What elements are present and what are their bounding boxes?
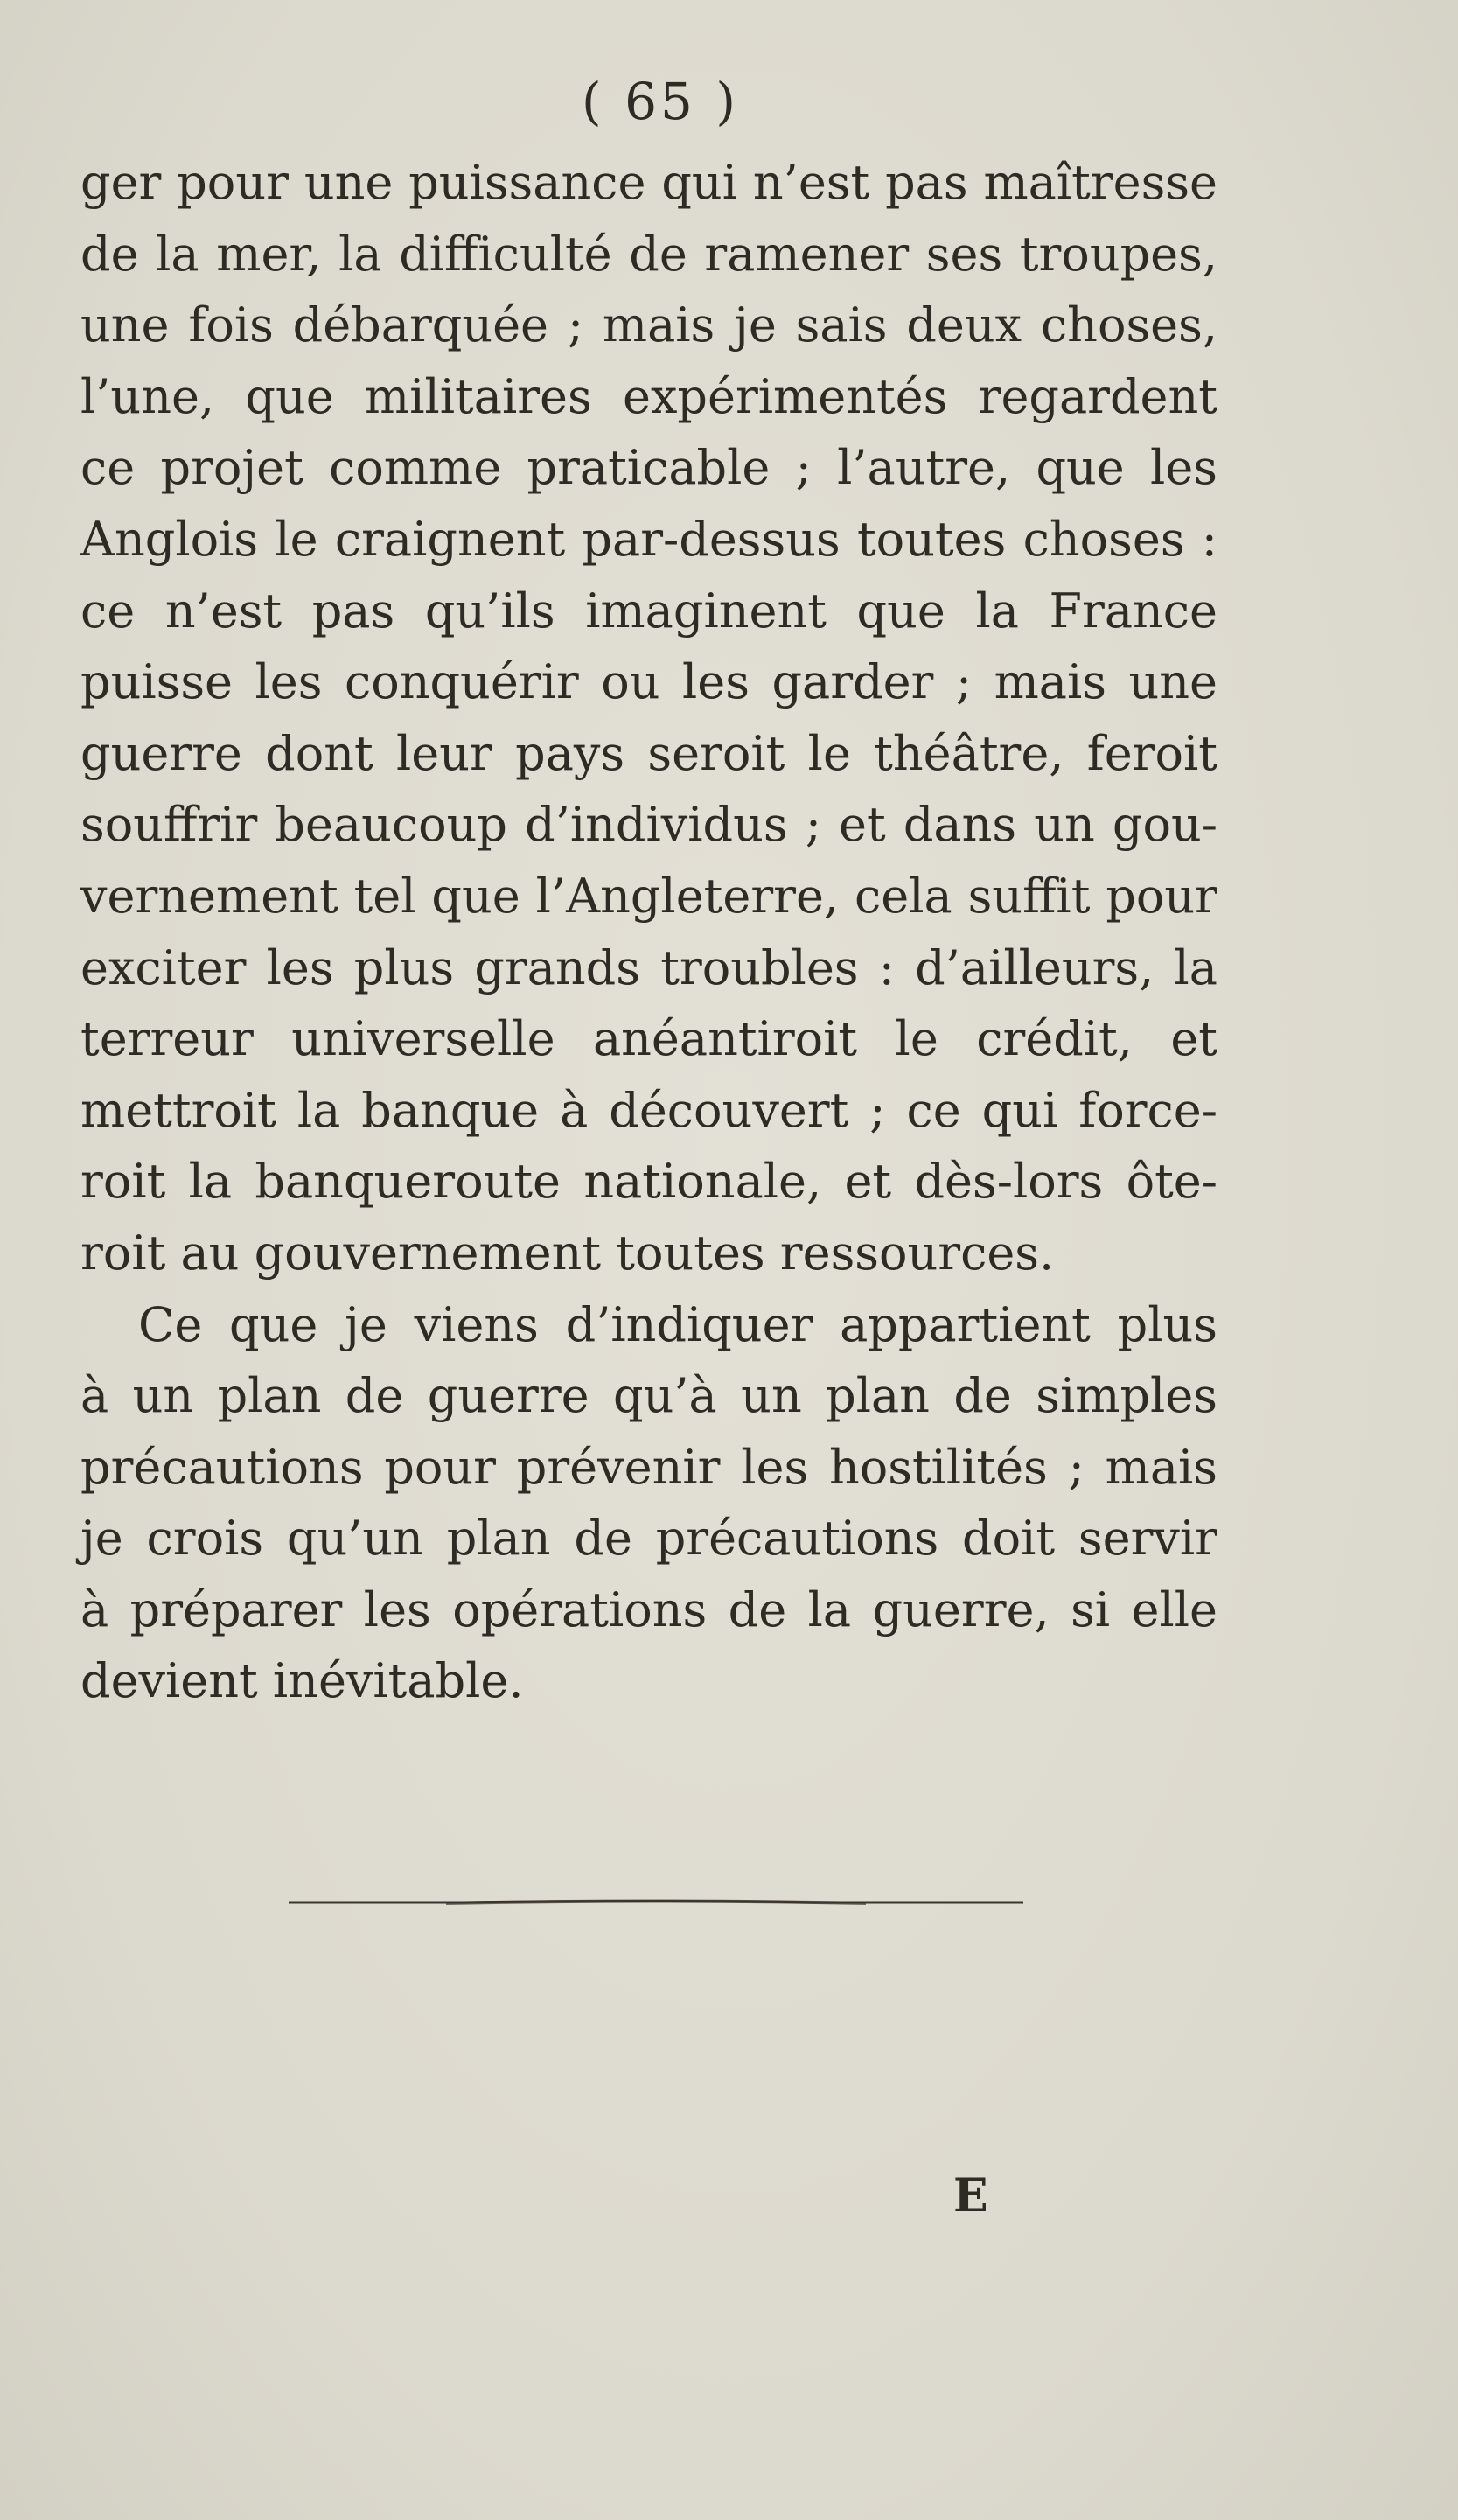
- text-line: puisse les conquérir ou les garder ; mais une: [80, 654, 1217, 710]
- text-line: ce projet comme praticable ; l’autre, que les: [80, 440, 1217, 496]
- text-line: souffrir beaucoup d’individus ; et dans un gou-: [80, 797, 1217, 853]
- text-line: exciter les plus grands troubles : d’ailleurs, la: [80, 939, 1217, 995]
- text-line: à un plan de guerre qu’à un plan de simples: [80, 1368, 1217, 1424]
- text-line: ger pour une puissance qui n’est pas maîtresse: [80, 155, 1217, 210]
- text-line: ce n’est pas qu’ils imaginent que la France: [80, 583, 1217, 639]
- text-line: de la mer, la difficulté de ramener ses troupes,: [80, 226, 1217, 282]
- body-text: [80, 147, 1217, 1717]
- text-line: guerre dont leur pays seroit le théâtre, feroit: [80, 725, 1217, 781]
- rule-line-icon: [289, 1899, 1023, 1906]
- text-line: Anglois le craignent par-dessus toutes choses :: [80, 511, 1217, 567]
- text-line: à préparer les opérations de la guerre, si elle: [80, 1581, 1217, 1637]
- text-line: précautions pour prévenir les hostilités ; mais: [80, 1439, 1217, 1495]
- text-line: roit au gouvernement toutes ressources.: [80, 1225, 1055, 1281]
- text-line: une fois débarquée ; mais je sais deux choses,: [80, 297, 1217, 353]
- page-number: ( 65 ): [582, 72, 739, 131]
- text-line: je crois qu’un plan de précautions doit servir: [80, 1511, 1217, 1567]
- text-line: Ce que je viens d’indiquer appartient plus: [138, 1296, 1217, 1352]
- text-line: l’une, que militaires expérimentés regardent: [80, 368, 1217, 424]
- signature-mark: E: [953, 2169, 988, 2223]
- ornamental-rule: [289, 1899, 1023, 1906]
- text-line: vernement tel que l’Angleterre, cela suffit pour: [80, 868, 1217, 924]
- text-line: roit la banqueroute nationale, et dès-lors ôte-: [80, 1154, 1217, 1210]
- text-line: mettroit la banque à découvert ; ce qui force-: [80, 1082, 1217, 1138]
- text-line: terreur universelle anéantiroit le crédit, et: [80, 1011, 1217, 1067]
- text-line: devient inévitable.: [80, 1653, 524, 1709]
